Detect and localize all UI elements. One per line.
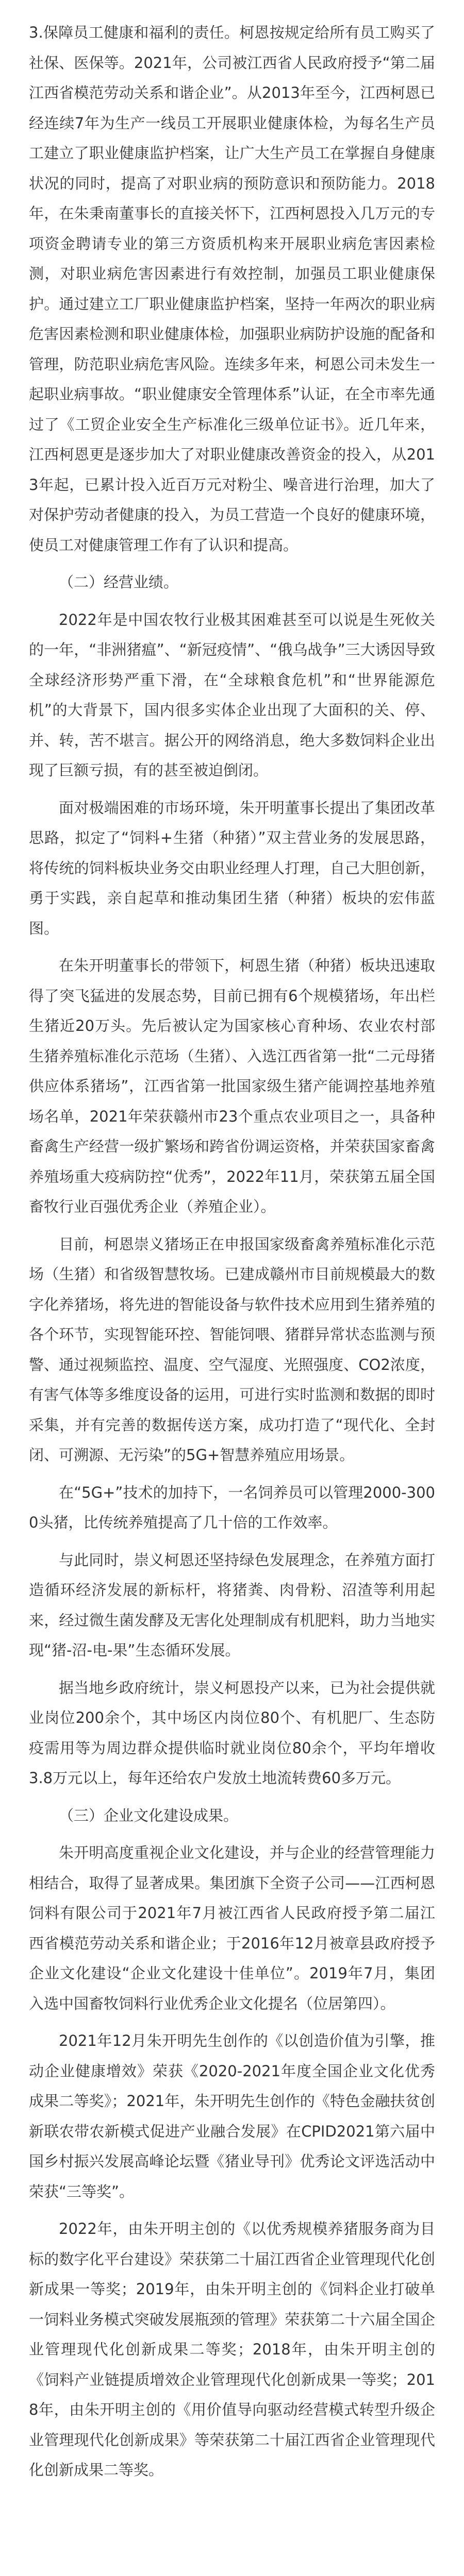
article-paragraph: 2022年是中国农牧行业极其困难甚至可以说是生死攸关的一年，“非洲猪瘟”、“新冠疫情”、“俄乌战争”三大诱因导致全球经济形势严重下滑，在“全球粮食危机”和“世界能源危机”的大背景下，国内很多实体企业出现了大面积的关、停、并、转，苦不堪言。据公开的网络消息，绝大多数饲料企业出现了巨额亏损，有的甚至被迫倒闭。 bbox=[29, 611, 435, 779]
article-paragraph: 据当地乡政府统计，崇义柯恩投产以来，已为社会提供就业岗位200余个，其中场区内岗位80个、有机肥厂、生态防疫需用等为周边群众提供临时就业岗位80余个，平均年增收3.8万元以上，每年还给农户发放土地流转费60多万元。 bbox=[29, 1679, 435, 1787]
article-paragraph: 面对极端困难的市场环境，朱开明董事长提出了集团改革思路，拟定了“饲料+生猪（种猪）”双主营业务的发展思路，将传统的饲料板块业务交由职业经理人打理，自己大胆创新，勇于实践，亲自起草和推动集团生猪（种猪）板块的宏伟蓝图。 bbox=[29, 799, 435, 937]
article-paragraph: 3.保障员工健康和福利的责任。柯恩按规定给所有员工购买了社保、医保等。2021年，公司被江西省人民政府授予“第二届江西省模范劳动关系和谐企业”。从2013年至今，江西柯恩已经连续7年为生产一线员工开展职业健康体检，为每名生产员工建立了职业健康监护档案，让广大生产员工在掌握自身健康状况的同时，提高了对职业病的预防意识和预防能力。2018年，在朱秉南董事长的直接关怀下，江西柯恩投入几万元的专项资金聘请专业的第三方资质机构来开展职业病危害因素检测，对职业病危害因素进行有效控制，加强员工职业健康保护。通过建立工厂职业健康监护档案，坚持一年两次的职业病危害因素检测和职业健康体检，加强职业病防护设施的配备和管理，防范职业病危害风险。连续多年来，柯恩公司未发生一起职业病事故。“职业健康安全管理体系”认证，在全市率先通过了《工贸企业安全生产标准化三级单位证书》。近几年来，江西柯恩更是逐步加大了对职业健康改善资金的投入，从2013年起，已累计投入近百万元对粉尘、噪音进行治理，加大了对保护劳动者健康的投入，为员工营造一个良好的健康环境，使员工对健康管理工作有了认识和提高。 bbox=[29, 24, 435, 554]
article-paragraph: 在朱开明董事长的带领下，柯恩生猪（种猪）板块迅速取得了突飞猛进的发展态势，目前已拥有6个规模猪场，年出栏生猪近20万头。先后被认定为国家核心育种场、农业农村部生猪养殖标准化示范场（生猪）、入选江西省第一批“二元母猪供应体系猪场”，江西省第一批国家级生猪产能调控基地养殖场名单，2021年荣获赣州市23个重点农业项目之一，具备种畜禽生产经营一级扩繁场和跨省份调运资格，并荣获国家畜禽养殖场重大疫病防控“优秀”，2022年11月，荣获第五届全国畜牧行业百强优秀企业（养殖企业）。 bbox=[29, 957, 435, 1215]
article-paragraph: 2021年12月朱开明先生创作的《以创造价值为引擎，推动企业健康增效》荣获《2020-2021年度全国企业文化优秀成果二等奖》；2021年，朱开明先生创作的《特色金融扶贫创新联农带农新模式促进产业融合发展》在CPID2021第六届中国乡村振兴发展高峰论坛暨《猪业导刊》优秀论文评选活动中荣获“三等奖”。 bbox=[29, 2032, 435, 2200]
section-heading: （二）经营业绩。 bbox=[59, 573, 179, 591]
article-paragraph: 在“5G+”技术的加持下，一名饲养员可以管理2000-3000头猪，比传统养殖提高了几十倍的工作效率。 bbox=[29, 1483, 435, 1531]
article-paragraph: 目前，柯恩崇义猪场正在申报国家级畜禽养殖标准化示范场（生猪）和省级智慧牧场。已建成赣州市目前规模最大的数字化养猪场，将先进的智能设备与软件技术应用到生猪养殖的各个环节，实现智能环控、智能饲喂、猪群异常状态监测与预警、通过视频监控、温度、空气湿度、光照强度、CO2浓度，有害气体等多维度设备的运用，可进行实时监测和数据的即时采集，并有完善的数据传送方案，成功打造了“现代化、全封闭、可溯源、无污染”的5G+智慧养殖应用场景。 bbox=[29, 1235, 435, 1464]
article-paragraph: 朱开明高度重视企业文化建设，并与企业的经营管理能力相结合，取得了显著成果。集团旗下全资子公司——江西柯恩饲料有限公司于2021年7月被江西省人民政府授予第二届江西省模范劳动关系和谐企业；于2016年12月被章县政府授予企业文化建设“企业文化建设十佳单位”。2019年7月，集团入选中国畜牧饲料行业优秀企业文化提名（位居第四）。 bbox=[29, 1844, 435, 2012]
article-paragraph: 与此同时，崇义柯恩还坚持绿色发展理念，在养殖方面打造循环经济发展的新标杆，将猪粪、肉骨粉、沼渣等利用起来，经过微生菌发酵及无害化处理制成有机肥料，助力当地实现“猪-沼-电-果”生态循环发展。 bbox=[29, 1551, 435, 1659]
section-heading: （三）企业文化建设成果。 bbox=[59, 1806, 239, 1824]
article-paragraph: 2022年，由朱开明主创的《以优秀规模养猪服务商为目标的数字化平台建设》荣获第二十届江西省企业管理现代化创新成果一等奖；2019年，由朱开明主创的《饲料企业打破单一饲料业务模式突破发展瓶颈的管理》荣获第二十六届全国企业管理现代化创新成果二等奖；2018年，由朱开明主创的《饲料产业链提质增效企业管理现代化创新成果一等奖；2018年，由朱开明主创的《用价值导向驱动经营模式转型升级企业管理现代化创新成果》等荣获第二十届江西省企业管理现代化创新成果二等奖。 bbox=[29, 2220, 435, 2479]
